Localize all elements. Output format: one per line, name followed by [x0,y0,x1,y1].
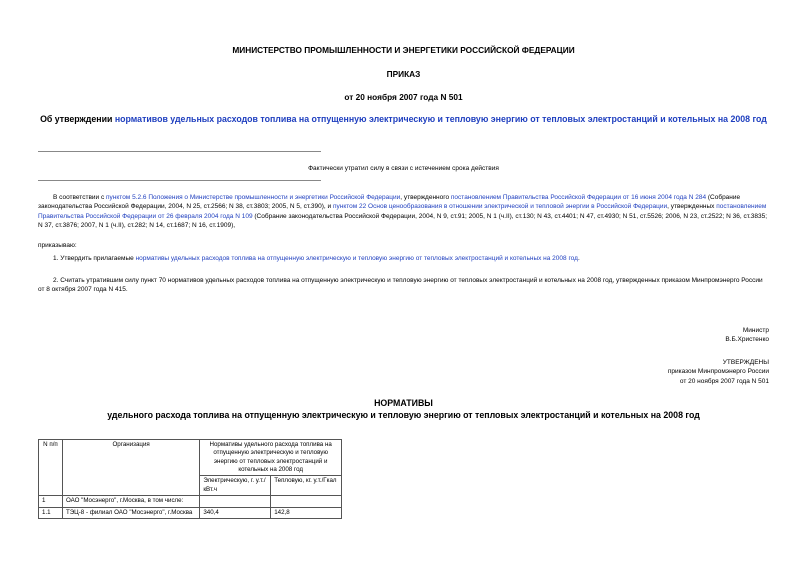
link-pricing-basics[interactable]: пунктом 22 Основ ценообразования в отношении электрической и тепловой энергии в Российской Федерации [332,203,668,211]
header-norms: Нормативы удельного расхода топлива на отпущенную электрическую и тепловую энергию от тепловых электростанций и котельных на 2008 год [200,440,342,476]
cell-org: ТЭЦ-8 - филиал ОАО "Мосэнерго", г.Москва [62,507,199,518]
cell-heat [271,496,342,507]
order-item-1 [38,254,769,263]
link-resolution-284[interactable]: постановлением Правительства Российской Федерации от 16 июня 2004 года N 284 [450,194,707,201]
table-row [39,496,342,507]
cell-org: ОАО "Мосэнерго", г.Москва, в том числе: [62,496,199,507]
cell-num: 1.1 [39,507,63,518]
title-prefix: Об утверждении [40,114,115,124]
header-num: N п/п [39,440,63,496]
link-regulation-clause[interactable]: пунктом 5.2.6 Положения о Министерстве промышленности и энергетики Российской Федерации [106,194,401,201]
cell-elec [200,496,271,507]
header-org: Организация [62,440,199,496]
order-word: приказываю: [38,242,77,249]
item1-text: 1. Утвердить прилагаемые [53,255,136,262]
header-elec: Электрическую, г. у.т./кВт.ч [200,476,271,496]
approval-line-1: УТВЕРЖДЕНЫ [722,359,769,366]
preamble-text-4: , утвержденных [667,203,717,211]
divider-top [38,151,321,152]
divider-bottom [38,180,321,181]
title-link[interactable]: нормативов удельных расходов топлива на отпущенную электрическую и тепловую энергию от тепловых электростанций и котельных на 2008 год [114,114,767,124]
ministry-name: МИНИСТЕРСТВО ПРОМЫШЛЕННОСТИ И ЭНЕРГЕТИКИ РОССИЙСКОЙ ФЕДЕРАЦИИ [232,45,575,55]
preamble-text-1: В соответствии с [53,194,107,201]
doc-type: ПРИКАЗ [386,69,421,79]
cell-elec: 340,4 [200,507,271,518]
approval-block [668,358,769,386]
approval-line-3: от 20 ноября 2007 года N 501 [679,377,769,385]
preamble-text-2: , утвержденного [400,194,451,201]
status-note: Фактически утратил силу в связи с истечением срока действия [308,165,499,172]
cell-num: 1 [39,496,63,507]
order-item-2: 2. Считать утратившим силу пункт 70 нормативов удельных расходов топлива на отпущенную электрическую и тепловую энергию от тепловых электростанций и котельных на 2008 год, утвержденных приказом Минпромэнерго России от 8 октября 2007 года N 415. [38,277,763,294]
signature-block [725,326,769,345]
table-row [39,507,342,518]
preamble-paragraph [38,193,769,231]
signature-position: Министр [742,327,769,334]
link-norms[interactable]: нормативы удельных расходов топлива на отпущенную электрическую и тепловую энергию от тепловых электростанций и котельных на 2008 год [135,255,578,262]
document-title [38,114,769,125]
header-heat: Тепловую, кг. у.т./Гкал [271,476,342,496]
signature-name: В.Б.Христенко [725,336,769,344]
preamble-text-3: (Собрание законодательства Российской Федерации, 2004, N 25, ст.2566; N 38, ст.3803; 2005, N 5, ст.390), и [38,194,741,211]
norms-heading: НОРМАТИВЫ [374,398,433,408]
table-header-row [39,440,342,476]
link-resolution-109[interactable]: постановлением Правительства Российской Федерации от 26 февраля 2004 года N 109 [38,203,767,220]
doc-date-number: от 20 ноября 2007 года N 501 [344,92,463,102]
approval-line-2: приказом Минпромэнерго России [667,368,769,376]
cell-heat: 142,8 [271,507,342,518]
preamble-text-5: (Собрание законодательства Российской Федерации, 2004, N 9, ст.91; 2005, N 1 (ч.II), ст.130; N 43, ст.4401; N 47, ст.4930; N 51, ст.5526; 2006, N 23, ст.2522; N 36, ст.3835; N 37, ст.3876; 2007, N 1 (ч.II), ст.282; N 14, ст.1687; N 16, ст.1909), [38,212,768,230]
item1-end: . [577,255,580,262]
norms-table [38,439,342,519]
norms-subheading: удельного расхода топлива на отпущенную электрическую и тепловую энергию от тепловых электростанций и котельных на 2008 год [107,410,700,420]
